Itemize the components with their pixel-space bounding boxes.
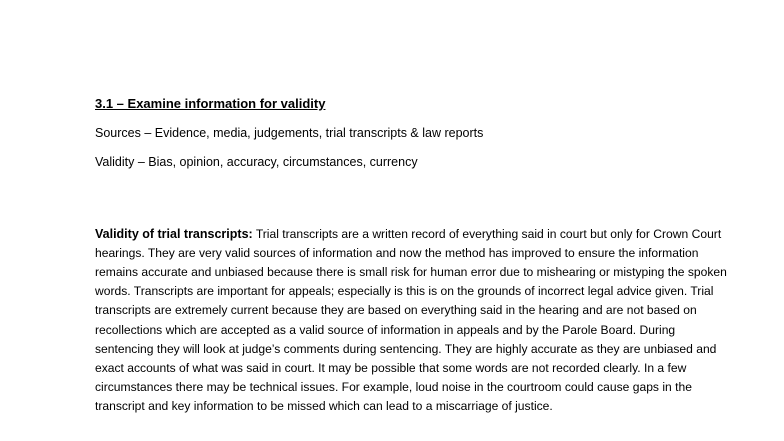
sources-line: Sources – Evidence, media, judgements, trial transcripts & law reports — [95, 126, 484, 140]
trial-transcripts-paragraph — [95, 225, 735, 416]
paragraph-body: Trial transcripts are a written record of everything said in court but only for Crown Court hearings. They are very valid sources of information and now the method has improved to ensure the information remains accurate and unbiased because there is small risk for human error due to mishearing or mistyping the spoken words. Transcripts are important for appeals; especially is this is on the grounds of incorrect legal advice given. Trial transcripts are extremely current because they are based on everything said in the hearing and are not based on recollections which are accepted as a valid source of information in appeals and by the Parole Board. During sentencing they will look at judge’s comments during sentencing. They are highly accurate as they are unbiased and exact accounts of what was said in court. It may be possible that some words are not recorded clearly. In a few circumstances there may be technical issues. For example, loud noise in the courtroom could cause gaps in the transcript and key information to be missed which can lead to a miscarriage of justice. — [95, 227, 727, 413]
paragraph-lead: Validity of trial transcripts: — [95, 227, 253, 242]
validity-line: Validity – Bias, opinion, accuracy, circumstances, currency — [95, 155, 418, 169]
section-heading: 3.1 – Examine information for validity — [95, 96, 326, 111]
